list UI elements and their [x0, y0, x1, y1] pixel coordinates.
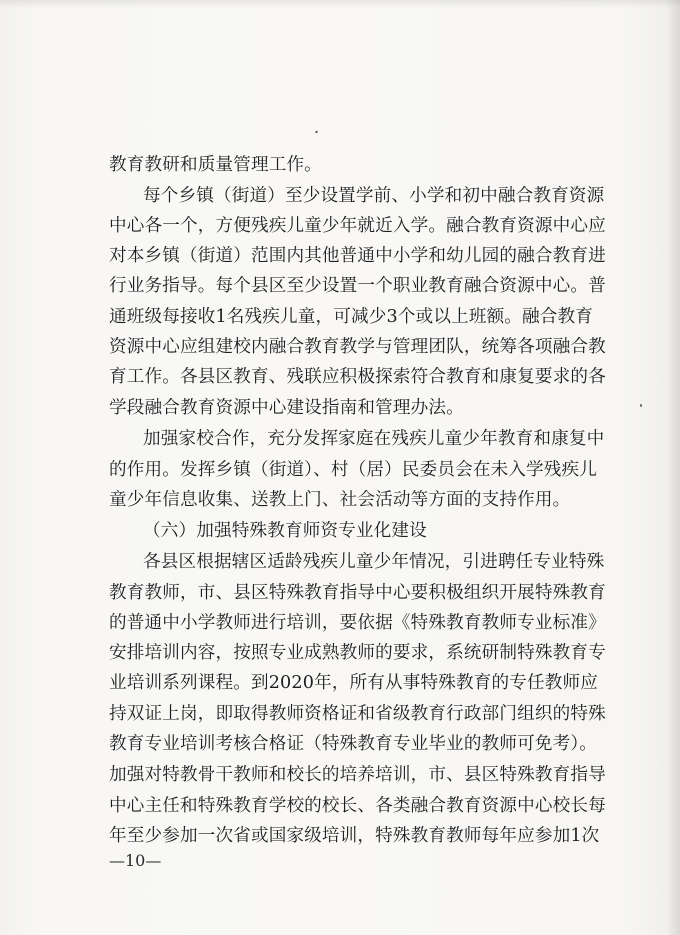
- text-line: 加强对特教骨干教师和校长的培养培训，市、县区特殊教育指导: [109, 765, 606, 785]
- scan-speck: [315, 130, 319, 133]
- text-line: 通班级每接收1名残疾儿童，可减少3个或以上班额。融合教育: [109, 307, 594, 327]
- text-line: 童少年信息收集、送教上门、社会活动等方面的支持作用。: [109, 490, 571, 510]
- text-line: 安排培训内容，按照专业成熟教师的要求，系统研制特殊教育专: [109, 643, 606, 663]
- text-line: 每个乡镇（街道）至少设置学前、小学和初中融合教育资源: [143, 186, 605, 206]
- text-line: 各县区根据辖区适龄残疾儿童少年情况，引进聘任专业特殊: [143, 552, 605, 572]
- text-line: 资源中心应组建校内融合教育教学与管理团队，统筹各项融合教: [109, 337, 606, 357]
- text-line: 教育专业培训考核合格证（特殊教育专业毕业的教师可免考）。: [109, 734, 598, 754]
- text-line: 加强家校合作，充分发挥家庭在残疾儿童少年教育和康复中: [143, 429, 605, 449]
- text-line: 对本乡镇（街道）范围内其他普通中小学和幼儿园的融合教育进: [109, 246, 606, 266]
- page-top-shadow: [0, 0, 680, 8]
- text-line: 学段融合教育资源中心建设指南和管理办法。: [109, 398, 464, 418]
- text-line: 育工作。各县区教育、残联应积极探索符合教育和康复要求的各: [109, 367, 606, 387]
- text-line: 的作用。发挥乡镇（街道）、村（居）民委员会在未入学残疾儿: [109, 460, 598, 480]
- text-line: 持双证上岗，即取得教师资格证和省级教育行政部门组织的特殊: [109, 704, 606, 724]
- text-line: 行业务指导。每个县区至少设置一个职业教育融合资源中心。普: [109, 276, 606, 296]
- text-line: 年至少参加一次省或国家级培训，特殊教育教师每年应参加1次: [109, 826, 600, 846]
- text-line: 业培训系列课程。到2020年，所有从事特殊教育的专任教师应: [109, 673, 598, 693]
- text-line: 中心主任和特殊教育学校的校长、各类融合教育资源中心校长每: [109, 796, 606, 816]
- text-line: 的普通中小学教师进行培训，要依据《特殊教育教师专业标准》: [109, 613, 606, 633]
- page-number: —10—: [109, 851, 162, 870]
- section-heading: （六）加强特殊教育师资专业化建设: [143, 521, 427, 541]
- text-line: 教育教师，市、县区特殊教育指导中心要积极组织开展特殊教育: [109, 583, 606, 603]
- text-line: 中心各一个，方便残疾儿童少年就近入学。融合教育资源中心应: [109, 216, 606, 236]
- text-line: 教育教研和质量管理工作。: [109, 155, 322, 175]
